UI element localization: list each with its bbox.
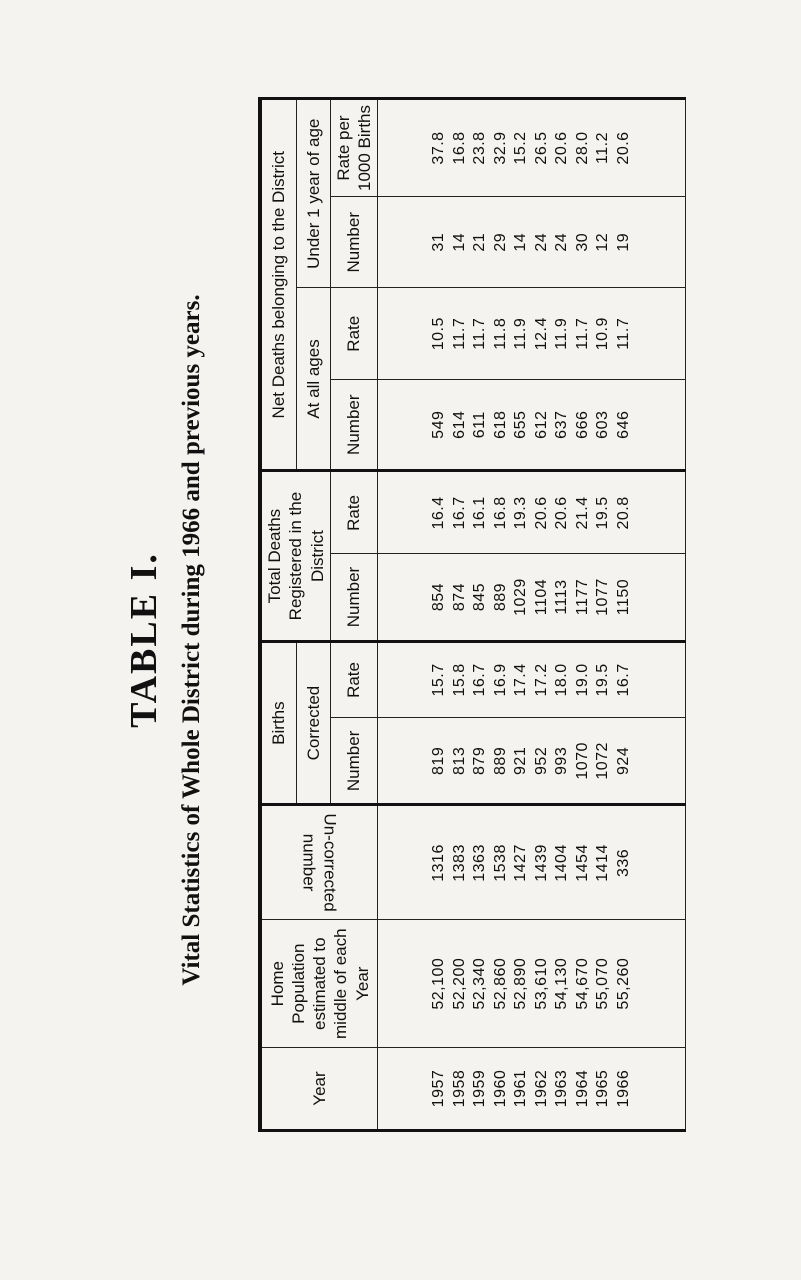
cell-deaths-rate-1957: 16.4 <box>430 496 448 530</box>
header-infant-number: Number <box>330 197 378 288</box>
cell-births-number-1960: 889 <box>491 746 509 775</box>
cell-deaths-rate-1960: 16.8 <box>491 496 509 530</box>
cell-births-rate-1959: 16.7 <box>471 663 489 697</box>
cell-deaths-number-1964: 1177 <box>573 578 591 616</box>
cell-uncorrected-1963: 1404 <box>553 844 571 882</box>
cell-births-number-1965: 1072 <box>594 742 612 780</box>
header-net-deaths: Net Deaths belonging to the District <box>260 99 296 471</box>
cell-infant-rate-1960: 32.9 <box>491 131 509 165</box>
table-title: TABLE I. <box>123 552 165 728</box>
cell-infant-number-1964: 30 <box>573 232 591 252</box>
cell-births-rate-1960: 16.9 <box>491 663 509 697</box>
cell-deaths-rate-1966: 20.8 <box>614 496 632 530</box>
cell-births-number-1963: 993 <box>553 746 571 775</box>
cell-net-number-1960: 618 <box>491 410 509 439</box>
cell-deaths-number-1963: 1113 <box>553 579 571 615</box>
cell-births-number-1961: 921 <box>512 746 530 775</box>
header-uncorrected-number <box>260 805 378 920</box>
cell-births-rate-1958: 15.8 <box>450 663 468 697</box>
cell-net-rate-1963: 11.9 <box>553 317 571 350</box>
cell-deaths-number-1957: 854 <box>430 582 448 612</box>
cell-net-number-1961: 655 <box>512 410 530 439</box>
cell-infant-rate-1963: 20.6 <box>553 131 571 165</box>
cell-uncorrected-1957: 1316 <box>430 844 448 882</box>
cell-deaths-rate-1964: 21.4 <box>573 496 591 530</box>
cell-population-1957: 52,100 <box>430 957 448 1010</box>
cell-infant-number-1966: 19 <box>614 232 632 252</box>
cell-births-rate-1961: 17.4 <box>512 663 530 697</box>
cell-population-1961: 52,890 <box>512 957 530 1010</box>
col-uncorrected <box>378 805 686 920</box>
table-subtitle: Vital Statistics of Whole District during 1966 and previous years. <box>178 294 205 986</box>
cell-year-1961: 1961 <box>512 1069 530 1108</box>
cell-population-1963: 54,130 <box>553 957 571 1010</box>
cell-uncorrected-1965: 1414 <box>594 844 612 882</box>
cell-births-number-1964: 1070 <box>573 742 591 780</box>
cell-deaths-number-1958: 874 <box>450 582 468 612</box>
header-infant-rate: Rate per 1000 Births <box>330 99 378 197</box>
col-births-number <box>378 718 686 805</box>
col-year <box>378 1048 686 1131</box>
cell-year-1966: 1966 <box>614 1069 632 1108</box>
cell-population-1959: 52,340 <box>471 957 489 1010</box>
col-infant-rate <box>378 99 686 197</box>
col-deaths-number <box>378 554 686 641</box>
cell-net-number-1965: 603 <box>594 410 612 439</box>
cell-births-number-1966: 924 <box>614 746 632 775</box>
cell-deaths-number-1959: 845 <box>471 582 489 612</box>
cell-population-1966: 55,260 <box>614 957 632 1010</box>
cell-infant-rate-1964: 28.0 <box>573 131 591 165</box>
cell-net-rate-1961: 11.9 <box>512 317 530 350</box>
cell-deaths-rate-1962: 20.6 <box>532 496 550 530</box>
cell-births-rate-1962: 17.2 <box>532 663 550 697</box>
cell-net-rate-1959: 11.7 <box>471 317 489 350</box>
cell-year-1959: 1959 <box>471 1069 489 1108</box>
cell-births-number-1959: 879 <box>471 746 489 775</box>
cell-infant-number-1960: 29 <box>491 232 509 252</box>
cell-infant-rate-1962: 26.5 <box>532 131 550 165</box>
cell-net-number-1964: 666 <box>573 410 591 439</box>
header-deaths-rate: Rate <box>330 471 378 554</box>
cell-infant-rate-1965: 11.2 <box>594 132 612 164</box>
vital-statistics-table <box>258 97 686 1132</box>
header-net-rate: Rate <box>330 288 378 379</box>
cell-year-1963: 1963 <box>553 1069 571 1108</box>
col-net-number <box>378 379 686 470</box>
cell-deaths-number-1965: 1077 <box>594 578 612 616</box>
cell-deaths-rate-1961: 19.3 <box>512 496 530 530</box>
cell-uncorrected-1961: 1427 <box>512 844 530 882</box>
cell-population-1960: 52,860 <box>491 957 509 1010</box>
cell-population-1964: 54,670 <box>573 957 591 1010</box>
cell-net-rate-1964: 11.7 <box>573 317 591 350</box>
header-home-population: Home Population estimated to middle of each Year <box>260 920 378 1048</box>
cell-net-rate-1966: 11.7 <box>614 317 632 350</box>
header-births: Births <box>260 641 296 805</box>
cell-net-number-1959: 611 <box>471 411 489 439</box>
cell-uncorrected-1962: 1439 <box>532 844 550 882</box>
cell-population-1965: 55,070 <box>594 957 612 1010</box>
cell-deaths-number-1962: 1104 <box>532 578 550 616</box>
cell-net-number-1963: 637 <box>553 410 571 439</box>
cell-infant-number-1958: 14 <box>450 232 468 252</box>
cell-births-number-1958: 813 <box>450 746 468 775</box>
col-net-rate <box>378 288 686 379</box>
cell-net-rate-1958: 11.7 <box>450 317 468 350</box>
cell-infant-rate-1958: 16.8 <box>450 131 468 165</box>
header-total-deaths: Total Deaths Registered in the District <box>260 471 330 641</box>
cell-deaths-number-1961: 1029 <box>512 578 530 616</box>
cell-year-1965: 1965 <box>594 1069 612 1108</box>
cell-net-number-1957: 549 <box>430 410 448 439</box>
cell-infant-number-1965: 12 <box>594 232 612 252</box>
cell-year-1964: 1964 <box>573 1069 591 1108</box>
cell-births-rate-1964: 19.0 <box>573 663 591 697</box>
cell-infant-number-1962: 24 <box>532 232 550 252</box>
col-population <box>378 920 686 1048</box>
cell-infant-rate-1961: 15.2 <box>512 131 530 165</box>
cell-deaths-number-1966: 1150 <box>614 578 632 616</box>
cell-infant-number-1959: 21 <box>471 232 489 252</box>
cell-births-number-1957: 819 <box>430 746 448 775</box>
cell-net-number-1966: 646 <box>614 410 632 439</box>
cell-uncorrected-1960: 1538 <box>491 844 509 882</box>
cell-year-1957: 1957 <box>430 1069 448 1108</box>
cell-net-rate-1960: 11.8 <box>491 317 509 350</box>
header-under-1-year: Under 1 year of age <box>296 99 330 288</box>
cell-population-1958: 52,200 <box>450 957 468 1010</box>
cell-infant-number-1961: 14 <box>512 232 530 252</box>
col-infant-number <box>378 197 686 288</box>
header-births-rate: Rate <box>330 641 378 718</box>
header-births-number: Number <box>330 718 378 805</box>
cell-uncorrected-1964: 1454 <box>573 844 591 882</box>
cell-population-1962: 53,610 <box>532 957 550 1010</box>
header-corrected: Corrected <box>296 641 330 805</box>
header-at-all-ages: At all ages <box>296 288 330 471</box>
cell-births-rate-1963: 18.0 <box>553 663 571 697</box>
col-deaths-rate <box>378 471 686 554</box>
cell-net-rate-1965: 10.9 <box>594 317 612 351</box>
cell-births-rate-1957: 15.7 <box>430 663 448 697</box>
cell-infant-number-1957: 31 <box>430 232 448 252</box>
cell-infant-rate-1957: 37.8 <box>430 131 448 165</box>
header-year: Year <box>260 1048 378 1131</box>
cell-net-number-1958: 614 <box>450 410 468 439</box>
cell-births-rate-1966: 16.7 <box>614 663 632 697</box>
cell-deaths-rate-1965: 19.5 <box>594 496 612 530</box>
cell-infant-rate-1959: 23.8 <box>471 131 489 165</box>
header-net-number: Number <box>330 379 378 470</box>
cell-births-number-1962: 952 <box>532 746 550 775</box>
cell-births-rate-1965: 19.5 <box>594 663 612 697</box>
col-births-rate <box>378 641 686 718</box>
cell-net-rate-1957: 10.5 <box>430 317 448 351</box>
cell-infant-number-1963: 24 <box>553 232 571 252</box>
cell-uncorrected-1959: 1363 <box>471 844 489 882</box>
cell-year-1958: 1958 <box>450 1069 468 1108</box>
cell-deaths-rate-1958: 16.7 <box>450 496 468 530</box>
cell-deaths-number-1960: 889 <box>491 582 509 612</box>
cell-deaths-rate-1959: 16.1 <box>471 496 489 530</box>
cell-infant-rate-1966: 20.6 <box>614 131 632 165</box>
cell-year-1960: 1960 <box>491 1069 509 1108</box>
cell-year-1962: 1962 <box>532 1069 550 1108</box>
cell-net-number-1962: 612 <box>532 410 550 439</box>
cell-uncorrected-1966: 336 <box>614 848 632 878</box>
cell-uncorrected-1958: 1383 <box>450 844 468 882</box>
header-uncorrected-label: Un-corrected number <box>299 813 340 913</box>
header-deaths-number: Number <box>330 554 378 641</box>
cell-deaths-rate-1963: 20.6 <box>553 496 571 530</box>
cell-net-rate-1962: 12.4 <box>532 317 550 351</box>
